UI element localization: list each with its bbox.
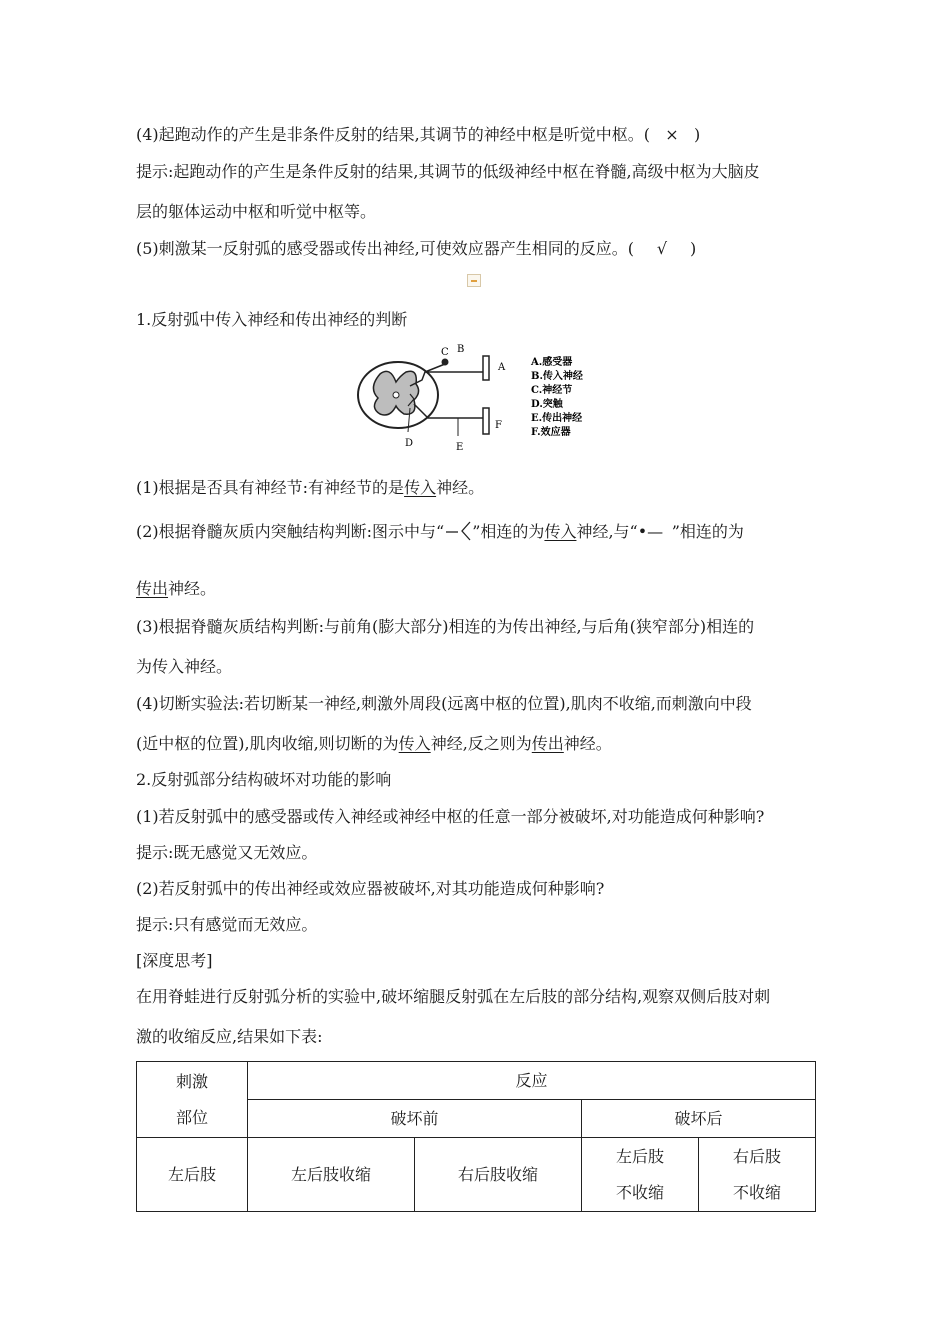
answer-afferent: 传入	[404, 478, 437, 497]
question-5-mark: √	[656, 239, 668, 258]
answer-afferent-2: 传入	[544, 522, 577, 541]
hint-1-line-2: 层的躯体运动中枢和听觉中枢等。	[136, 202, 377, 221]
label-c: C	[441, 347, 449, 358]
label-a: A	[498, 362, 506, 373]
cell-after-left	[582, 1138, 699, 1212]
hint-1-line-1: 提示:起跑动作的产生是条件反射的结果,其调节的低级神经中枢在脊髓,高级中枢为大脑皮	[136, 162, 760, 181]
cell-after-right	[699, 1138, 816, 1212]
question-5-text: (5)刺激某一反射弧的感受器或传出神经,可使效应器产生相同的反应。(	[136, 239, 634, 258]
central-canal	[393, 392, 399, 398]
paragraph-1-end: 神经。	[436, 478, 485, 497]
ganglion-c	[442, 359, 449, 366]
label-f: F	[495, 420, 502, 431]
answer-afferent-3: 传入	[398, 734, 431, 753]
answer-efferent: 传出	[136, 579, 169, 598]
paragraph-2-mid-3: ”相连的为	[671, 522, 744, 541]
header-site-line-2: 部位	[175, 1107, 208, 1127]
paragraph-4-text: (近中枢的位置),肌肉收缩,则切断的为	[136, 734, 399, 753]
deep-thinking-line-1: 在用脊蛙进行反射弧分析的实验中,破坏缩腿反射弧在左后肢的部分结构,观察双侧后肢对刺	[136, 987, 771, 1006]
legend-d: D.突触	[531, 399, 563, 410]
question-4-mark: ×	[665, 125, 679, 144]
synapse-symbol-icon	[444, 520, 472, 542]
paragraph-3-line-2: 为传入神经。	[136, 657, 233, 676]
question-2-2: (2)若反射弧中的传出神经或效应器被破坏,对其功能造成何种影响?	[136, 879, 605, 898]
deep-thinking-line-2: 激的收缩反应,结果如下表:	[136, 1027, 323, 1046]
effector-f	[483, 408, 489, 434]
header-site	[137, 1062, 248, 1138]
question-5-close: )	[690, 239, 697, 258]
results-table	[136, 1061, 816, 1212]
cell-after-right-line-1: 右后肢	[733, 1146, 782, 1166]
paragraph-1-text: (1)根据是否具有神经节:有神经节的是	[136, 478, 405, 497]
legend-e: E.传出神经	[531, 413, 583, 424]
receptor-a	[483, 356, 489, 380]
legend-c: C.神经节	[531, 385, 573, 396]
legend-b: B.传入神经	[531, 371, 583, 382]
dot-line-symbol: •—	[637, 522, 664, 541]
question-4	[136, 124, 700, 146]
hint-2-2: 提示:只有感觉而无效应。	[136, 915, 318, 934]
paragraph-2-line-2	[136, 578, 216, 600]
header-site-line-1: 刺激	[175, 1071, 208, 1091]
paragraph-2-mid-2: 神经,与“	[576, 522, 638, 541]
cell-before-right: 右后肢收缩	[415, 1138, 582, 1212]
question-2-1: (1)若反射弧中的感受器或传入神经或神经中枢的任意一部分被破坏,对功能造成何种影响?	[136, 807, 765, 826]
section-1-title: 1.反射弧中传入神经和传出神经的判断	[136, 310, 408, 329]
paragraph-4-line-1: (4)切断实验法:若切断某一神经,刺激外周段(远离中枢的位置),肌肉不收缩,而刺激向中段	[136, 694, 752, 713]
paragraph-1	[136, 477, 484, 499]
question-4-close: )	[694, 125, 701, 144]
paragraph-4-line-2	[136, 733, 612, 755]
paragraph-2-end: 神经。	[168, 579, 217, 598]
header-reaction: 反应	[248, 1062, 816, 1100]
label-d: D	[405, 438, 414, 449]
ganglion-branch	[425, 364, 445, 372]
paragraph-2-text: (2)根据脊髓灰质内突触结构判断:图示中与“	[136, 522, 445, 541]
cell-before-left: 左后肢收缩	[248, 1138, 415, 1212]
cell-site: 左后肢	[137, 1138, 248, 1212]
label-b: B	[457, 344, 465, 355]
paragraph-2-mid-1: ”相连的为	[472, 522, 545, 541]
header-after: 破坏后	[582, 1100, 816, 1138]
cell-after-right-line-2: 不收缩	[733, 1182, 782, 1202]
paragraph-4-mid: 神经,反之则为	[430, 734, 532, 753]
cell-after-left-line-1: 左后肢	[615, 1146, 664, 1166]
deep-thinking-title: [深度思考]	[136, 951, 213, 970]
question-5	[136, 238, 696, 260]
header-before: 破坏前	[248, 1100, 582, 1138]
label-e: E	[456, 442, 464, 453]
section-2-title: 2.反射弧部分结构破坏对功能的影响	[136, 770, 392, 789]
answer-efferent-2: 传出	[531, 734, 564, 753]
reflex-arc-diagram	[350, 336, 610, 456]
question-4-text: (4)起跑动作的产生是非条件反射的结果,其调节的神经中枢是听觉中枢。(	[136, 125, 650, 144]
legend-a: A.感受器	[531, 357, 573, 368]
legend-f: F.效应器	[531, 427, 571, 438]
hint-2-1: 提示:既无感觉又无效应。	[136, 843, 318, 862]
paragraph-4-end: 神经。	[563, 734, 612, 753]
cell-after-left-line-2: 不收缩	[615, 1182, 664, 1202]
paragraph-3-line-1: (3)根据脊髓灰质结构判断:与前角(膨大部分)相连的为传出神经,与后角(狭窄部分)相连的	[136, 617, 755, 636]
paragraph-2	[136, 520, 744, 543]
embedded-object-icon	[467, 274, 481, 287]
